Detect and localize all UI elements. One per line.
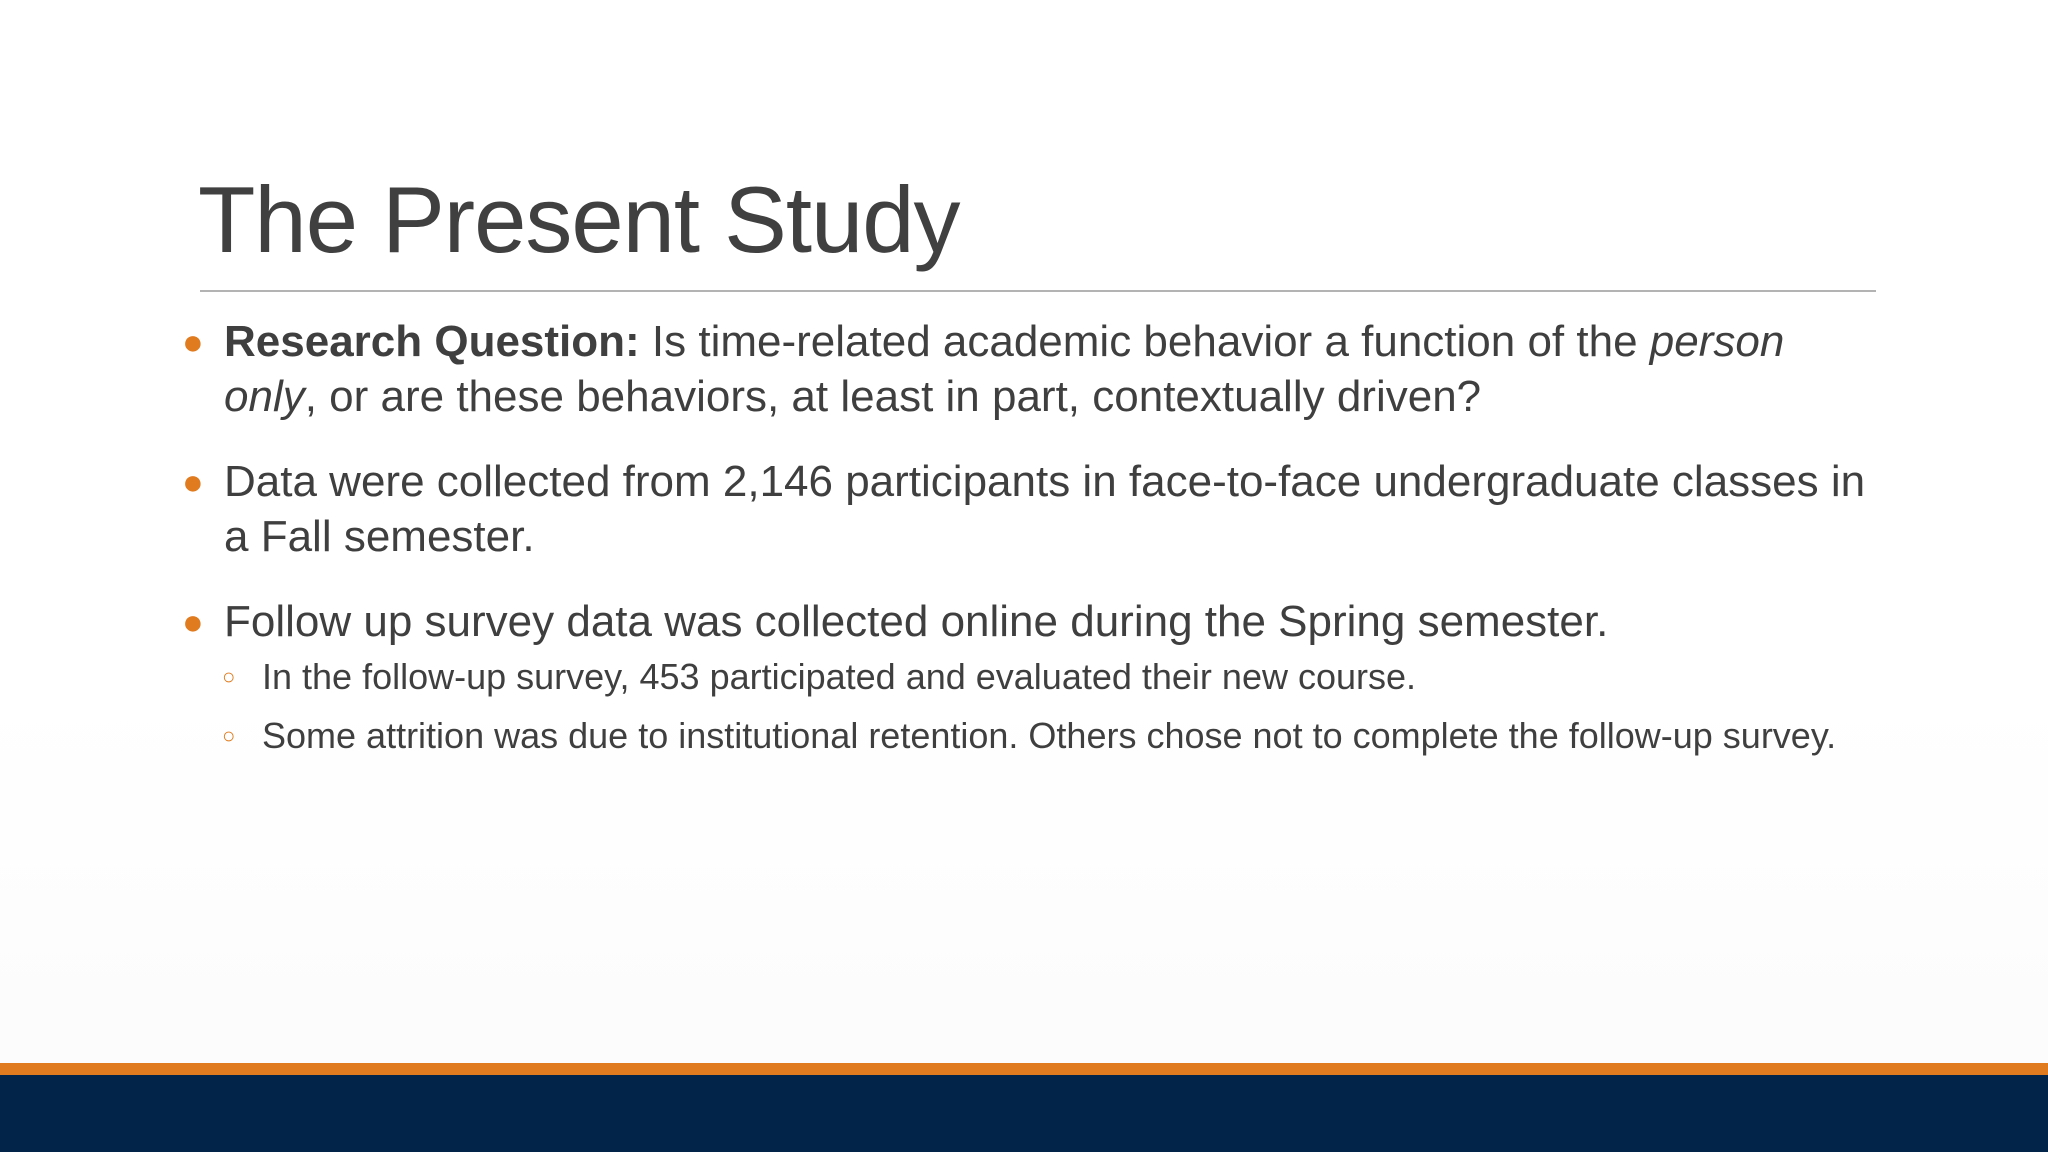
orange-ring-icon: ○ <box>222 664 236 689</box>
orange-ring-icon: ○ <box>222 723 236 748</box>
orange-dot-icon: ● <box>182 601 204 642</box>
subbullet-text: Some attrition was due to institutional retention. Others chose not to complete the follow-up survey. <box>262 715 1837 756</box>
footer-bar <box>0 1075 2048 1152</box>
subbullet-text: In the follow-up survey, 453 participated and evaluated their new course. <box>262 656 1417 697</box>
orange-dot-icon: ● <box>182 461 204 502</box>
bullet-follow-up <box>182 594 1882 649</box>
footer-accent-bar <box>0 1063 2048 1075</box>
subbullet-participation <box>182 653 1882 700</box>
title-divider <box>200 290 1876 292</box>
bullet-text-after-italic: , or are these behaviors, at least in part, contextually driven? <box>304 372 1482 421</box>
bullet-text: Follow up survey data was collected online during the Spring semester. <box>224 597 1609 646</box>
slide-content <box>182 314 1882 771</box>
orange-dot-icon: ● <box>182 321 204 362</box>
bullet-italic-text: person only <box>224 317 1785 421</box>
bullet-bold-prefix: Research Question: <box>224 317 640 366</box>
bullet-text-before-italic: Is time-related academic behavior a function of the <box>639 317 1650 366</box>
bullet-text: Data were collected from 2,146 participants in face-to-face undergraduate classes in a Fall semester. <box>224 457 1866 561</box>
bullet-data-collection <box>182 454 1882 564</box>
subbullet-list <box>182 653 1882 759</box>
subbullet-attrition <box>182 712 1882 759</box>
bullet-research-question <box>182 314 1882 424</box>
slide-title: The Present Study <box>198 167 960 272</box>
